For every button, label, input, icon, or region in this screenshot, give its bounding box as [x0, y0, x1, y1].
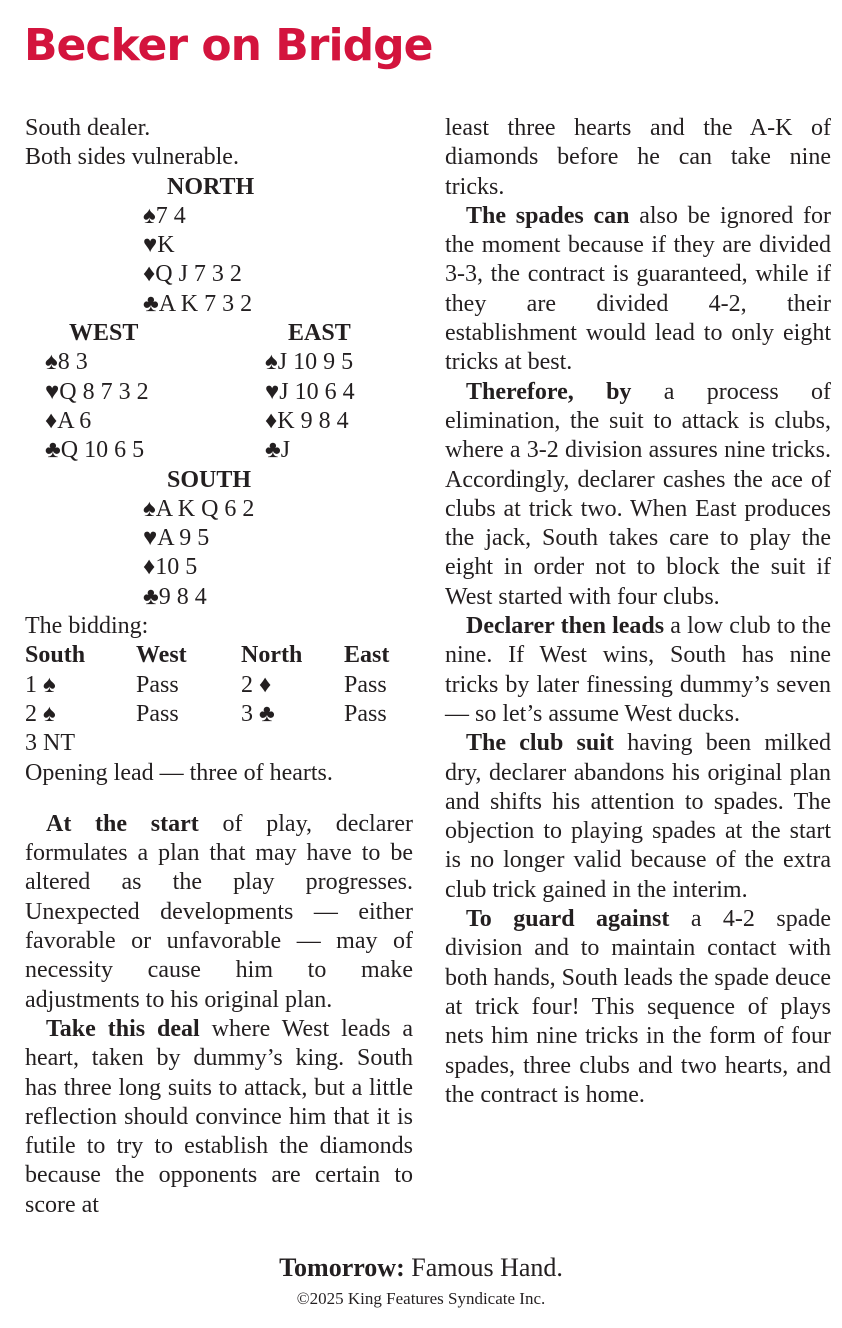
west-label: WEST	[69, 320, 139, 347]
south-clubs: ♣9 8 4	[143, 583, 207, 610]
paragraph-lead: Declarer then leads	[466, 613, 665, 640]
north-hearts: ♥K	[143, 232, 175, 259]
bid-cell: Pass	[136, 700, 179, 727]
west-clubs: ♣Q 10 6 5	[45, 437, 145, 464]
north-diamonds: ♦Q J 7 3 2	[143, 261, 242, 288]
bidding-header: West	[136, 642, 187, 669]
south-spades: ♠A K Q 6 2	[143, 495, 255, 522]
paragraph-lead: The spades can	[466, 202, 630, 229]
dealer-line: South dealer.	[25, 115, 151, 141]
bid-cell: Pass	[344, 671, 387, 698]
tomorrow-text: Famous Hand.	[404, 1253, 563, 1282]
paragraph-text: where West leads a heart, taken by dummy’s king. South has three long suits to attack, but a little reflection should convince him that it is futile to try to establish the diamonds because the opponents are certain to score at	[25, 1015, 413, 1218]
paragraph	[25, 810, 413, 1015]
east-clubs: ♣J	[265, 437, 291, 464]
bidding-label: The bidding:	[25, 613, 149, 640]
paragraph-lead: The club suit	[466, 730, 614, 757]
paragraph-lead: Take this deal	[46, 1015, 200, 1042]
paragraph-lead: At the start	[46, 810, 199, 837]
left-column	[25, 114, 413, 1220]
paragraph-text: having been milked dry, declarer abandons his original plan and shifts his attention to spades. The objection to playing spades at the start is no longer valid because of the extra club trick gained in the interim.	[445, 730, 832, 903]
paragraph-lead: Therefore, by	[466, 378, 632, 405]
south-diamonds: ♦10 5	[143, 554, 198, 581]
bid-cell: 2 ♠	[25, 700, 56, 727]
paragraph	[25, 1015, 413, 1220]
east-spades: ♠J 10 9 5	[265, 349, 354, 376]
paragraph	[445, 905, 831, 1110]
opening-lead: Opening lead — three of hearts.	[25, 759, 333, 786]
right-column	[445, 114, 831, 1110]
paragraph-text: a process of elimination, the suit to attack is clubs, where a 3-2 division assures nine tricks. Accordingly, declarer cashes the ace of clubs at trick two. When East produces the jack, South takes care to play the eight in order not to block the suit if West started with four clubs.	[445, 378, 832, 610]
south-label: SOUTH	[167, 466, 252, 493]
paragraph-continued: least three hearts and the A-K of diamonds before he can take nine tricks.	[445, 115, 831, 200]
south-hearts: ♥A 9 5	[143, 525, 210, 552]
bidding-header: South	[25, 642, 86, 669]
paragraph-lead: To guard against	[466, 906, 670, 933]
west-diamonds: ♦A 6	[45, 407, 92, 434]
bidding-table	[25, 641, 413, 758]
north-label-row	[25, 173, 413, 202]
east-label: EAST	[288, 320, 351, 347]
bidding-header-row	[25, 641, 413, 670]
bidding-row	[25, 700, 413, 729]
bid-cell: 3 ♣	[241, 700, 275, 727]
north-spades: ♠7 4	[143, 202, 186, 229]
paragraph-text: a low club to the nine. If West wins, South has nine tricks by later finessing dummy’s seven — so let’s assume West ducks.	[445, 613, 831, 727]
column-title: Becker on Bridge	[24, 20, 433, 71]
bid-cell: Pass	[344, 700, 387, 727]
north-label: NORTH	[167, 173, 255, 200]
bid-cell: 2 ♦	[241, 671, 272, 698]
bidding-header: East	[344, 642, 390, 669]
paragraph-text: of play, declarer formulates a plan that may have to be altered as the play progresses. Unexpected developments — either favorable or unfavorable — may of necessity cause him to make adjustments to his original plan.	[25, 810, 414, 1013]
paragraph-text: a 4-2 spade division and to maintain contact with both hands, South leads the spade deuce at trick four! This sequence of plays nets him nine tricks in the form of four spades, three clubs and two hearts, and the contract is home.	[445, 906, 832, 1108]
bidding-row	[25, 671, 413, 700]
north-clubs: ♣A K 7 3 2	[143, 290, 253, 317]
bid-cell: Pass	[136, 671, 179, 698]
bid-cell: 1 ♠	[25, 671, 56, 698]
paragraph	[445, 729, 831, 905]
west-hearts: ♥Q 8 7 3 2	[45, 378, 149, 405]
east-hearts: ♥J 10 6 4	[265, 378, 355, 405]
paragraph-text: also be ignored for the moment because if they are divided 3-3, the contract is guaranteed, while if they are divided 4-2, their establishment would lead to only eight tricks at best.	[445, 202, 831, 376]
bidding-header: North	[241, 642, 303, 669]
copyright: ©2025 King Features Syndicate Inc.	[296, 1289, 546, 1308]
bid-cell: 3 NT	[25, 730, 75, 757]
vulnerability-line: Both sides vulnerable.	[25, 144, 239, 171]
tomorrow-label: Tomorrow:	[279, 1253, 405, 1282]
paragraph	[445, 378, 831, 612]
bidding-row	[25, 729, 413, 758]
paragraph	[445, 612, 831, 729]
east-diamonds: ♦K 9 8 4	[265, 407, 349, 434]
tomorrow-line	[0, 1252, 842, 1284]
west-spades: ♠8 3	[45, 349, 88, 376]
paragraph	[445, 202, 831, 378]
